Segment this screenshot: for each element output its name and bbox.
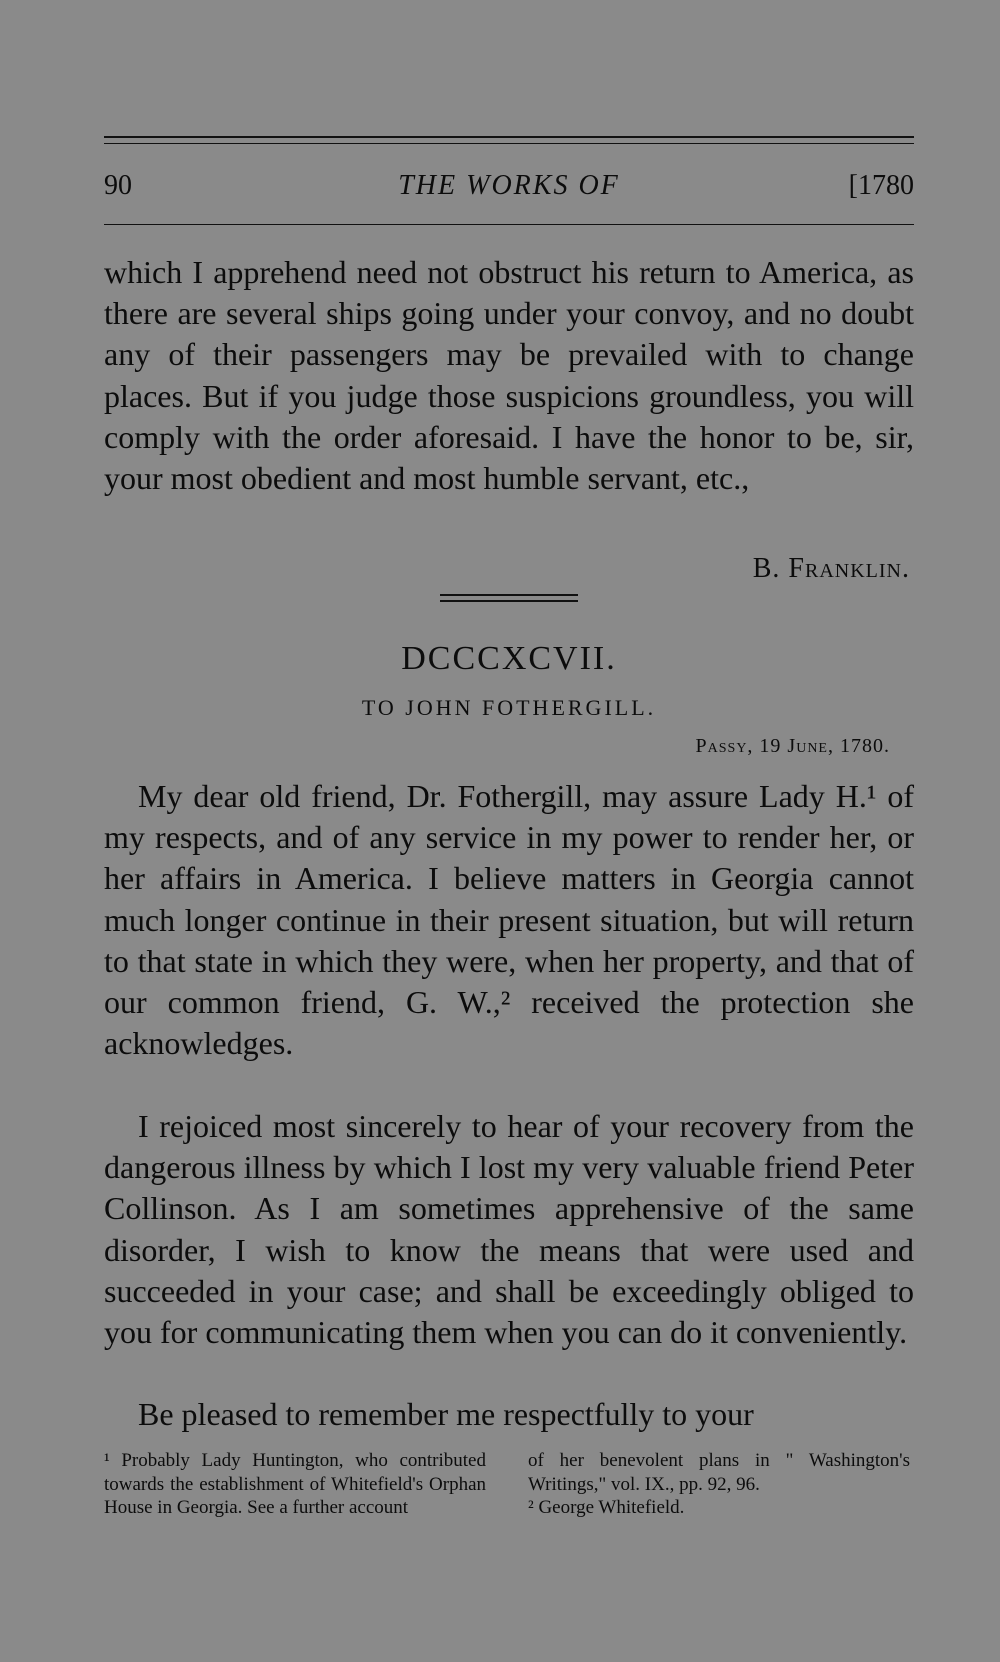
footnote-2: ² George Whitefield. [528, 1497, 685, 1518]
footnote-left-column [104, 1449, 486, 1520]
place-date: Passy, 19 June, 1780. [695, 735, 890, 757]
running-title: THE WORKS OF [398, 170, 620, 201]
footnote-right-column [528, 1449, 910, 1520]
book-page [104, 0, 914, 1662]
footnote-1-continued: of her benevolent plans in " Washington's Writings," vol. IX., pp. 92, 96. [528, 1450, 910, 1495]
header-rule [104, 224, 914, 225]
header-year: [1780 [848, 170, 914, 201]
letter-paragraph-2: I rejoiced most sincerely to hear of your recovery from the dangerous illness by which I lost my very valuable friend Peter Collinson. As I am sometimes apprehensive of the same disorder, I wish to know the means that were used and succeeded in your case; and shall be exceedingly obliged to you for communicating them when you can do it conveniently. [104, 1108, 914, 1351]
letter-paragraph-3: Be pleased to remember me respectfully to your [138, 1396, 754, 1432]
divider-rule-top [440, 594, 578, 596]
letter-number: DCCCXCVII. [401, 640, 617, 677]
top-rule [104, 136, 914, 138]
previous-letter-closing: which I apprehend need not obstruct his return to America, as there are several ships going under your convoy, and no doubt any of their passengers may be prevailed with to change places. But if you judge those suspicions groundless, you will comply with the order aforesaid. I have the honor to be, sir, your most obedient and most humble servant, etc., [104, 254, 914, 497]
top-rule-thin [104, 143, 914, 144]
running-header [104, 170, 914, 206]
signature: B. Franklin. [752, 553, 910, 584]
letter-recipient: TO JOHN FOTHERGILL. [361, 695, 657, 720]
divider-rule-bottom [440, 600, 578, 602]
page-number: 90 [104, 170, 132, 201]
letter-paragraph-1: My dear old friend, Dr. Fothergill, may assure Lady H.¹ of my respects, and of any service in my power to render her, or her affairs in America. I believe matters in Georgia cannot much longer continue in their present situation, but will return to that state in which they were, when her property, and that of our common friend, G. W.,² received the protection she acknowledges. [104, 778, 914, 1062]
footnote-1: ¹ Probably Lady Huntington, who contributed towards the establishment of Whitefield's Orphan House in Georgia. See a further account [104, 1450, 486, 1518]
